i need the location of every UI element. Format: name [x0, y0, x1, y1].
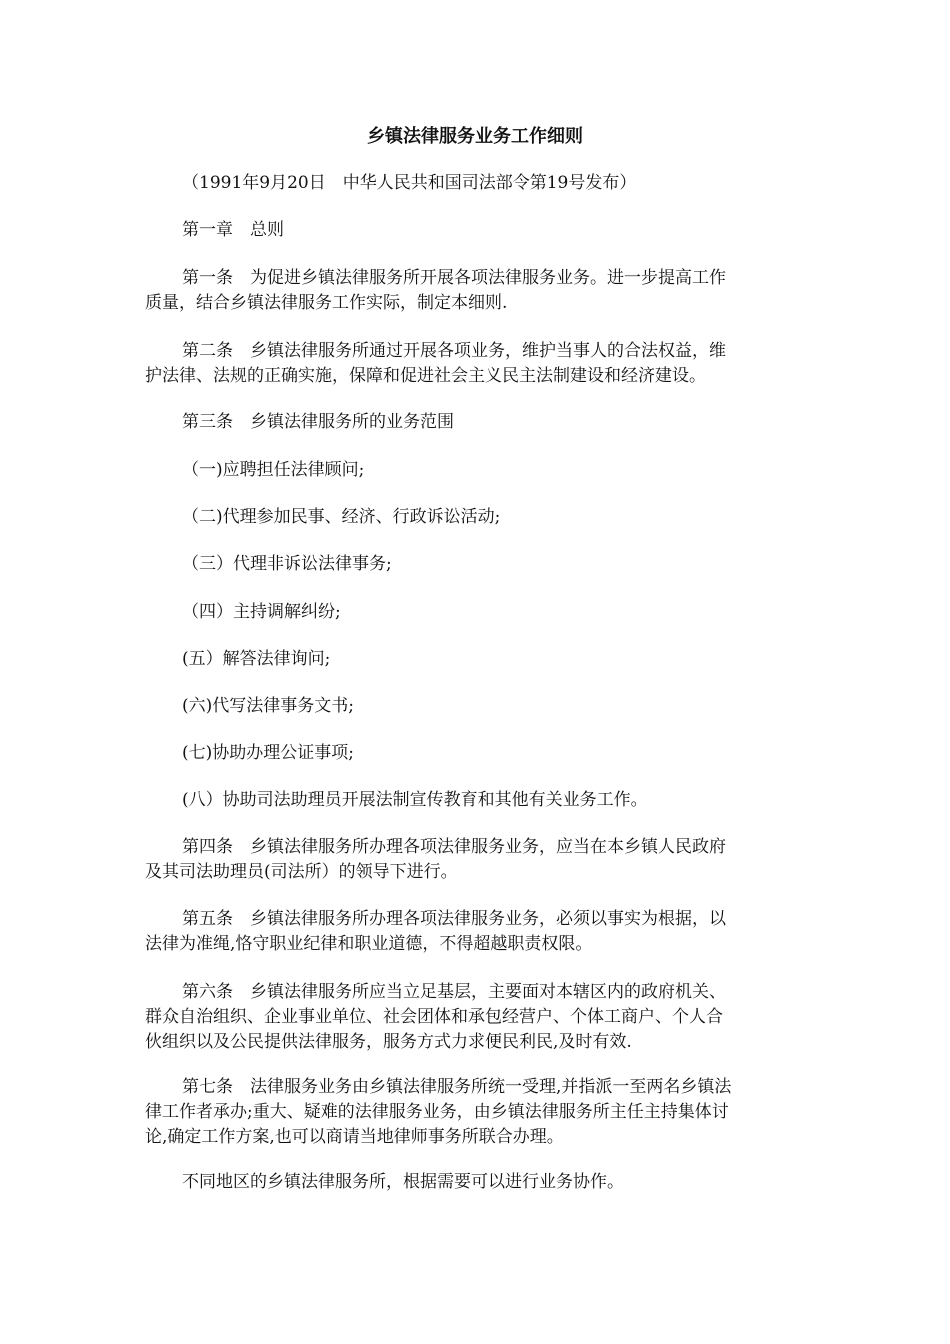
list-item-line: (八）协助司法助理员开展法制宣传教育和其他有关业务工作。 [182, 790, 648, 810]
list-item-line: (五）解答法律询问; [182, 649, 331, 669]
list-item-line: （二)代理参加民事、经济、行政诉讼活动; [182, 507, 501, 527]
paragraph-line: 伙组织以及公民提供法律服务，服务方式力求便民利民,及时有效. [145, 1032, 632, 1052]
list-item-1 [145, 458, 805, 483]
paragraph-line: 群众自治组织、企业事业单位、社会团体和承包经营户、个体工商户、个人合 [145, 1007, 723, 1027]
paragraph-line: 法律为准绳,恪守职业纪律和职业道德，不得超越职责权限。 [145, 934, 593, 954]
subtitle-line: （1991年9月20日 中华人民共和国司法部令第19号发布） [182, 173, 637, 193]
list-item-line: （四）主持调解纠纷; [182, 602, 341, 622]
article-7 [145, 1075, 805, 1150]
paragraph-line: 第四条 乡镇法律服务所办理各项法律服务业务，应当在本乡镇人民政府 [182, 837, 726, 857]
list-item-8 [145, 788, 805, 813]
document-subtitle [145, 171, 805, 196]
paragraph-line: 第七条 法律服务业务由乡镇法律服务所统一受理,并指派一至两名乡镇法 [182, 1077, 732, 1097]
list-item-line: （一)应聘担任法律顾问; [182, 460, 365, 480]
list-item-line: (七)协助办理公证事项; [182, 743, 354, 763]
chapter-heading [145, 218, 805, 243]
paragraph-line: 律工作者承办;重大、疑难的法律服务业务，由乡镇法律服务所主任主持集体讨 [145, 1102, 729, 1122]
list-item-2 [145, 505, 805, 530]
list-item-6 [145, 694, 805, 719]
article-4 [145, 835, 805, 885]
article-2 [145, 339, 805, 389]
list-item-line: （三）代理非诉讼法律事务; [182, 554, 392, 574]
paragraph-line: 第五条 乡镇法律服务所办理各项法律服务业务，必须以事实为根据，以 [182, 909, 726, 929]
paragraph-line: 不同地区的乡镇法律服务所，根据需要可以进行业务协作。 [182, 1172, 624, 1192]
document-title: 乡镇法律服务业务工作细则 [367, 126, 583, 147]
paragraph-line: 第二条 乡镇法律服务所通过开展各项业务，维护当事人的合法权益，维 [182, 341, 726, 361]
paragraph-line: 论,确定工作方案,也可以商请当地律师事务所联合办理。 [145, 1127, 564, 1147]
list-item-7 [145, 741, 805, 766]
article-3 [145, 410, 805, 435]
list-item-4 [145, 600, 805, 625]
paragraph-line: 及其司法助理员(司法所）的领导下进行。 [145, 862, 458, 882]
closing-paragraph [145, 1170, 805, 1195]
paragraph-line: 质量，结合乡镇法律服务工作实际，制定本细则. [145, 293, 508, 313]
chapter-heading-line: 第一章 总则 [182, 220, 284, 240]
paragraph-line: 第六条 乡镇法律服务所应当立足基层，主要面对本辖区内的政府机关、 [182, 982, 726, 1002]
paragraph-line: 第一条 为促进乡镇法律服务所开展各项法律服务业务。进一步提高工作 [182, 268, 726, 288]
article-6 [145, 980, 805, 1055]
article-5 [145, 907, 805, 957]
list-item-line: (六)代写法律事务文书; [182, 696, 354, 716]
article-1 [145, 266, 805, 316]
list-item-5 [145, 647, 805, 672]
paragraph-line: 第三条 乡镇法律服务所的业务范围 [182, 412, 454, 432]
list-item-3 [145, 552, 805, 577]
paragraph-line: 护法律、法规的正确实施，保障和促进社会主义民主法制建设和经济建设。 [145, 366, 706, 386]
